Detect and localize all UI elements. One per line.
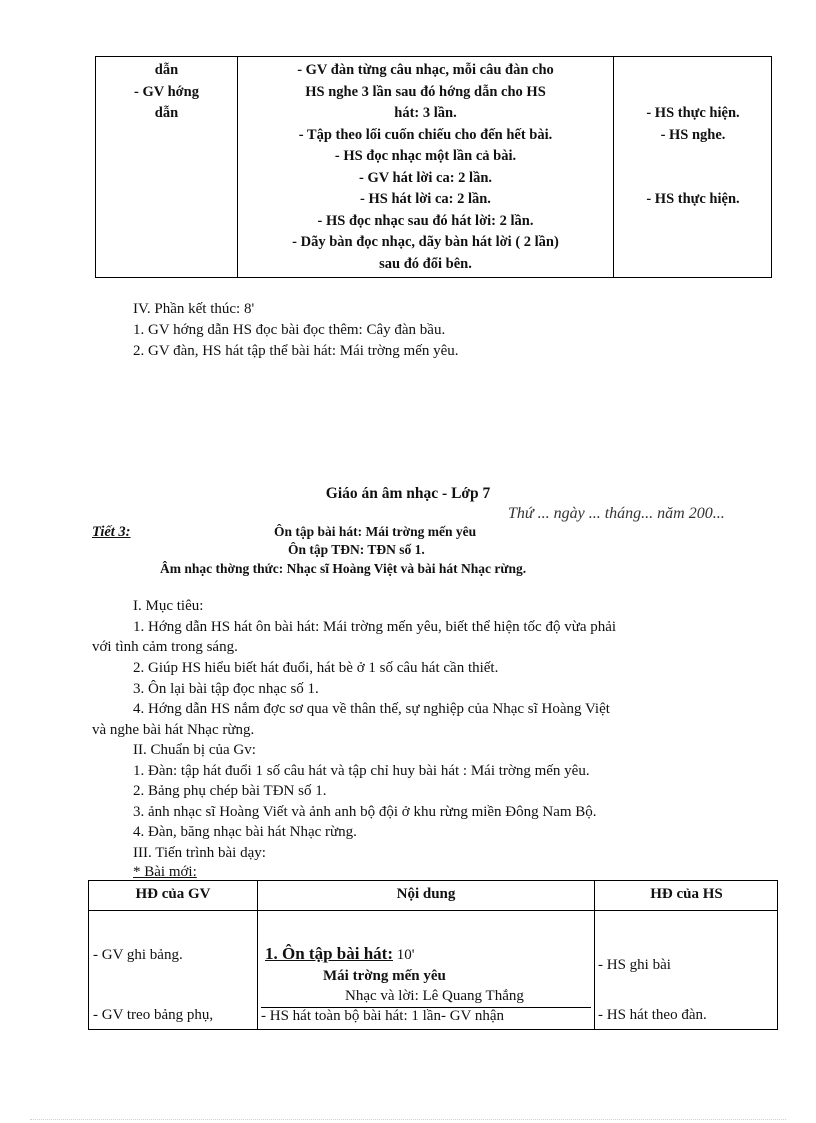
prep-item: 1. Đàn: tập hát đuổi 1 số câu hát và tập chỉ huy bài hát : Mái trờng mến yêu. — [133, 763, 590, 779]
content-section-heading — [265, 944, 414, 964]
ending-heading: IV. Phần kết thúc: 8' — [133, 301, 255, 317]
content-line: - HS đọc nhạc một lần cả bài. — [334, 148, 517, 164]
header-divider — [89, 910, 777, 911]
objective-item: 1. Hớng dẫn HS hát ôn bài hát: Mái trờng mến yêu, biết thể hiện tốc độ vừa phải — [133, 619, 617, 635]
lesson-topic: Ôn tập bài hát: Mái trờng mến yêu — [274, 524, 477, 539]
activity-table-continued — [95, 56, 772, 278]
objective-item: 2. Giúp HS hiểu biết hát đuổi, hát bè ở 1 số câu hát cần thiết. — [133, 660, 499, 676]
objective-item: 3. Ôn lại bài tập đọc nhạc số 1. — [133, 681, 319, 697]
objective-item-cont: và nghe bài hát Nhạc rừng. — [92, 722, 255, 738]
teacher-activity-cell: - GV treo bảng phụ, — [93, 1007, 214, 1023]
objective-item-cont: với tình cảm trong sáng. — [92, 639, 238, 655]
content-line: HS nghe 3 lần sau đó hớng dẫn cho HS — [305, 83, 546, 100]
column-divider — [594, 881, 595, 1029]
content-line: - HS hát lời ca: 2 lần. — [360, 191, 491, 207]
student-activity-line: - HS nghe. — [660, 126, 726, 143]
prep-item: 2. Bảng phụ chép bài TĐN số 1. — [133, 783, 327, 799]
content-line: hát: 3 lần. — [394, 105, 457, 121]
lesson-topic: Ôn tập TĐN: TĐN số 1. — [288, 542, 425, 557]
student-activity-line: - HS thực hiện. — [646, 105, 740, 121]
content-section-title: 1. Ôn tập bài hát: — [265, 944, 393, 963]
teacher-activity-line: dẫn — [154, 62, 179, 78]
student-activity-column — [614, 60, 772, 211]
student-activity-cell: - HS hát theo đàn. — [598, 1007, 707, 1023]
content-column — [238, 60, 613, 275]
header-content: Nội dung — [396, 886, 456, 902]
teacher-activity-cell: - GV ghi bảng. — [93, 947, 183, 963]
teacher-activity-column — [96, 60, 237, 125]
objective-item: 4. Hớng dẫn HS nắm đợc sơ qua về thân thế, sự nghiệp của Nhạc sĩ Hoàng Việt — [133, 701, 610, 717]
section-heading: I. Mục tiêu: — [133, 598, 204, 614]
student-activity-cell: - HS ghi bài — [598, 957, 671, 973]
new-lesson-label: * Bài mới: — [133, 864, 197, 880]
header-teacher-activity: HĐ của GV — [135, 886, 211, 902]
content-line: sau đó đổi bên. — [379, 255, 472, 272]
content-line: - HS đọc nhạc sau đó hát lời: 2 lần. — [317, 212, 534, 229]
page-bottom-dotted-line — [30, 1119, 786, 1120]
ending-item: 1. GV hớng dẫn HS đọc bài đọc thêm: Cây đàn bầu. — [133, 322, 446, 338]
teacher-activity-line: dẫn — [154, 105, 179, 121]
content-line: - GV hát lời ca: 2 lần. — [358, 169, 493, 186]
prep-item: 4. Đàn, băng nhạc bài hát Nhạc rừng. — [133, 824, 357, 840]
content-line: - Dãy bàn đọc nhạc, dãy bàn hát lời ( 2 lần) — [292, 234, 559, 250]
content-line: - HS hát toàn bộ bài hát: 1 lần- GV nhận — [261, 1007, 591, 1025]
content-song-title: Mái trờng mến yêu — [323, 968, 446, 984]
content-section-time: 10' — [393, 947, 415, 963]
content-song-author: Nhạc và lời: Lê Quang Thắng — [345, 988, 524, 1004]
prep-item: 3. ảnh nhạc sĩ Hoàng Viết và ảnh anh bộ đội ở khu rừng miền Đông Nam Bộ. — [133, 804, 597, 820]
student-activity-line: - HS thực hiện. — [646, 191, 740, 207]
header-student-activity: HĐ của HS — [650, 886, 723, 902]
lesson-topic: Âm nhạc thờng thức: Nhạc sĩ Hoàng Việt và bài hát Nhạc rừng. — [160, 561, 527, 576]
period-label: Tiết 3: — [92, 524, 131, 540]
section-heading: II. Chuẩn bị của Gv: — [133, 742, 256, 758]
content-line: - Tập theo lối cuốn chiếu cho đến hết bài. — [298, 126, 553, 143]
content-line: - GV đàn từng câu nhạc, mỗi câu đàn cho — [297, 62, 554, 78]
lesson-date: Thứ ... ngày ... tháng... năm 200... — [508, 505, 725, 522]
section-heading: III. Tiến trình bài dạy: — [133, 845, 266, 861]
lesson-title: Giáo án âm nhạc - Lớp 7 — [325, 485, 491, 502]
column-divider — [257, 881, 258, 1029]
ending-item: 2. GV đàn, HS hát tập thể bài hát: Mái trờng mến yêu. — [133, 343, 459, 359]
teacher-activity-line: - GV hớng — [134, 83, 199, 100]
activity-table — [88, 880, 778, 1030]
